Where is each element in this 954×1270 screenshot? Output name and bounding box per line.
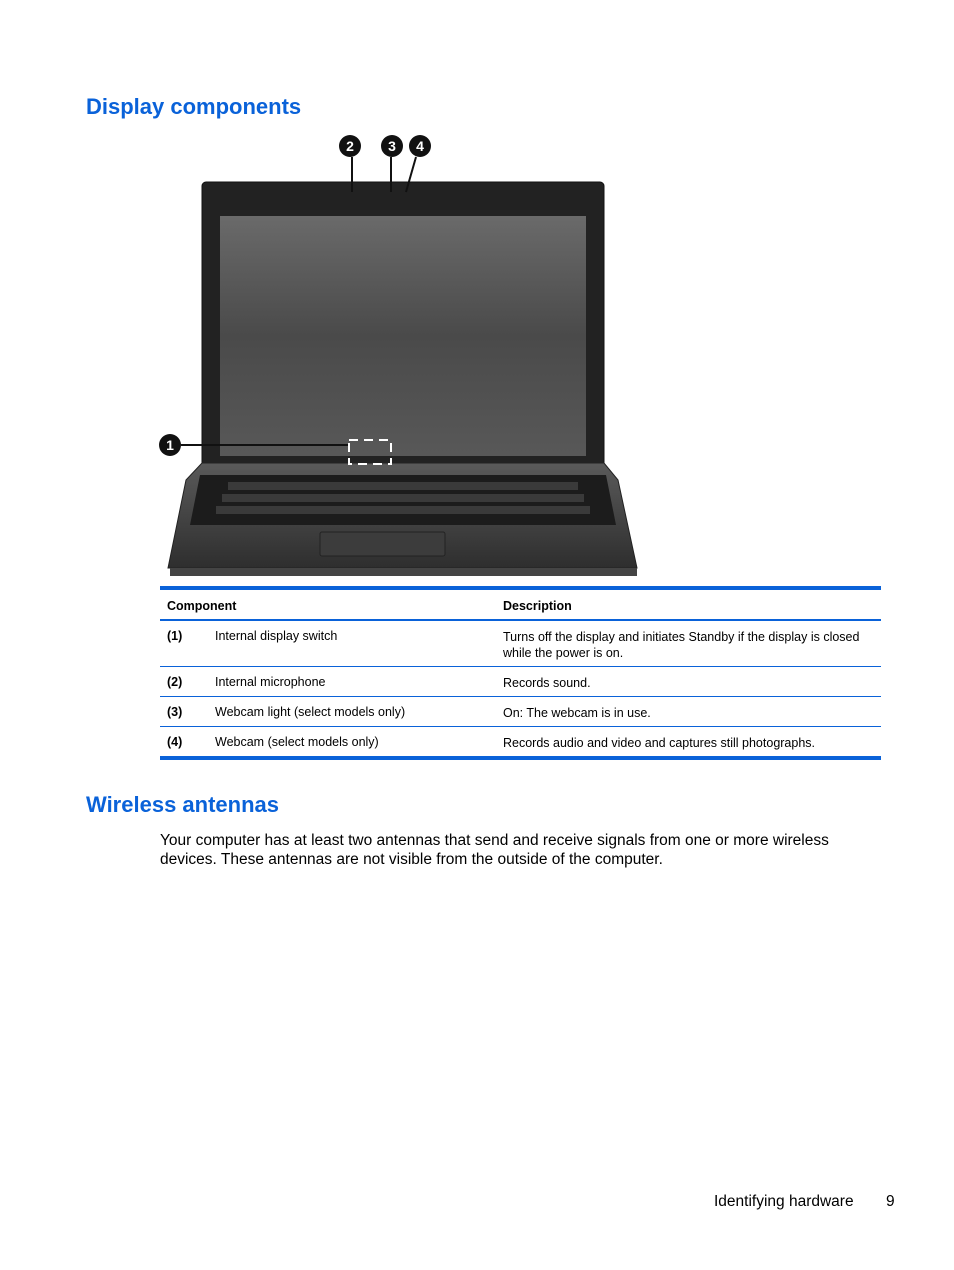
header-component: Component [167,599,237,613]
row-component: Webcam light (select models only) [215,705,406,719]
table-row [160,621,881,667]
page-number: 9 [886,1193,895,1210]
wireless-antennas-paragraph: Your computer has at least two antennas that send and receive signals from one or more wireless devices. These antennas are not visible from the outside of the computer. [160,832,829,868]
row-number: (3) [167,705,183,719]
svg-text:2: 2 [346,138,354,154]
display-components-table [160,586,881,760]
row-component: Internal display switch [215,629,338,643]
svg-text:1: 1 [166,437,174,453]
footer-section-name: Identifying hardware [714,1193,854,1210]
header-description: Description [503,599,572,613]
row-number: (1) [167,629,183,643]
table-row [160,697,881,727]
laptop-lid [202,182,604,467]
table-header [160,590,881,621]
row-description: On: The webcam is in use. [503,706,651,720]
section-title-wireless-antennas: Wireless antennas [86,792,279,817]
row-description: Turns off the display and initiates Standby if the display is closed while the power is on. [503,630,860,660]
row-component: Internal microphone [215,675,326,689]
svg-text:4: 4 [416,138,424,154]
svg-text:3: 3 [388,138,396,154]
row-component: Webcam (select models only) [215,735,379,749]
row-description: Records sound. [503,676,591,690]
row-number: (2) [167,675,183,689]
section-title-display-components: Display components [86,94,302,119]
table-row [160,727,881,756]
table-row [160,667,881,697]
row-number: (4) [167,735,183,749]
row-description: Records audio and video and captures still photographs. [503,736,816,750]
laptop-base [168,463,637,576]
laptop-display-illustration [150,130,650,580]
